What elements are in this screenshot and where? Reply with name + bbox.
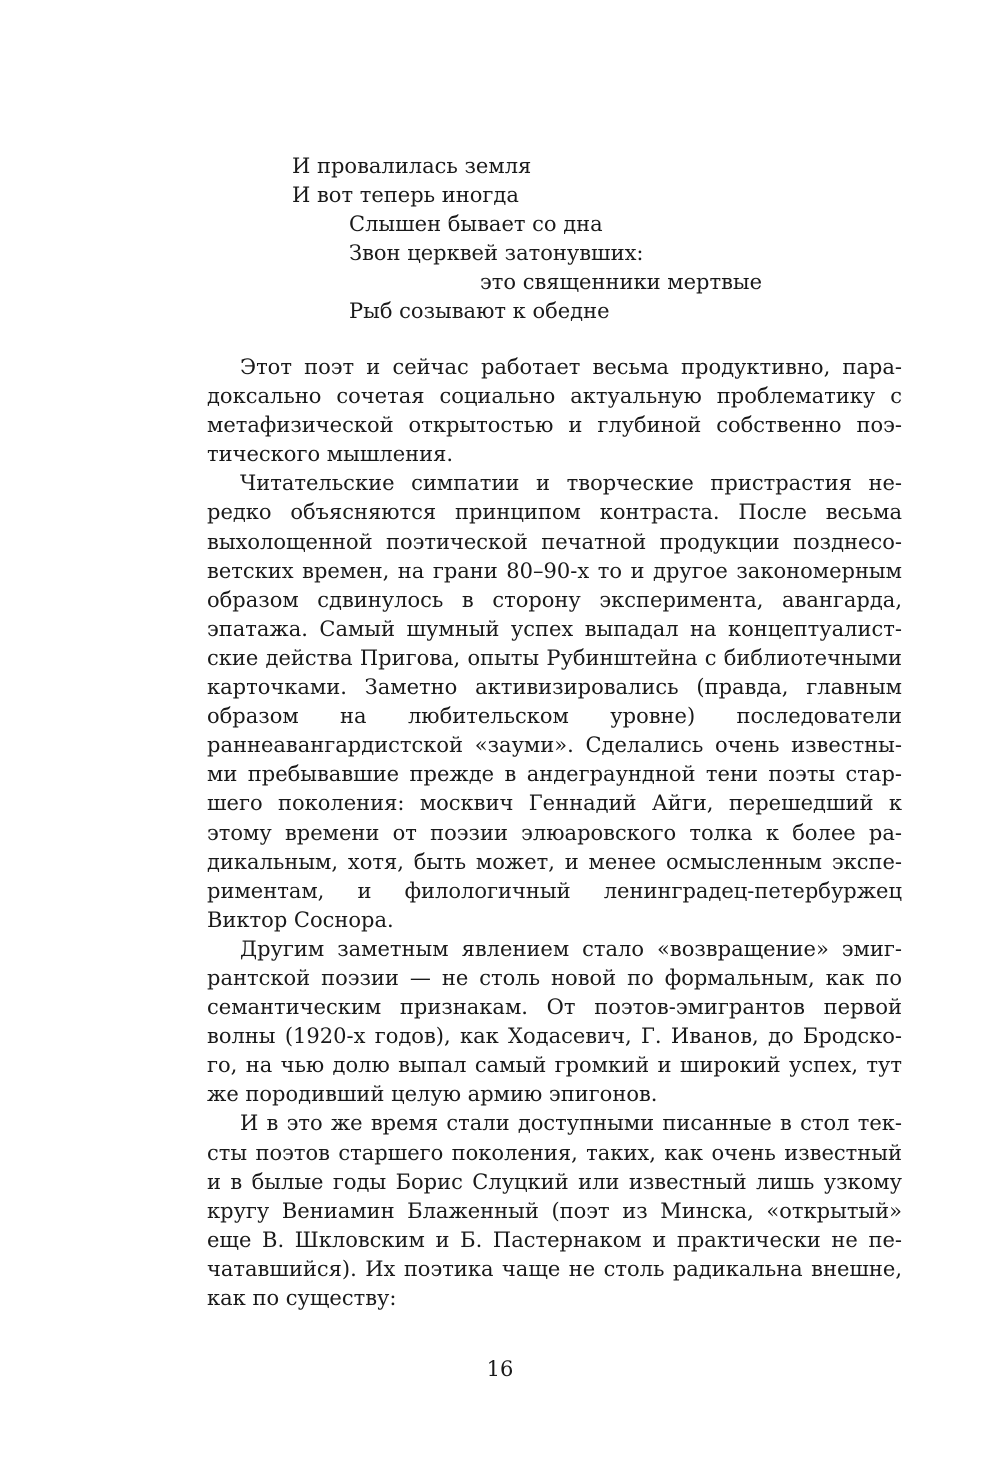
poem-line: И провалилась земля xyxy=(292,154,532,178)
page-number: 16 xyxy=(486,1357,514,1381)
body-text xyxy=(207,353,902,1313)
paragraph: Этот поэт и сейчас работает весьма продуктивно, парадоксально сочетая социально актуальную проблематику с метафизической открытостью и глубиной собственно поэтического мышления. xyxy=(207,355,902,467)
poem-excerpt xyxy=(292,152,762,326)
poem-line: Рыб созывают к обедне xyxy=(349,299,610,323)
paragraph: Читательские симпатии и творческие пристрастия нередко объясняются принципом контраста. После весьма выхолощенной поэтической печатной продукции позднесоветских времен, на грани 80–90-х то и другое закономерным образом сдвинулось в сторону эксперимента, авангарда, эпатажа. Самый шумный успех выпадал на концептуалистские действа Пригова, опыты Рубинштейна с библиотечными карточками. Заметно активизировались (правда, главным образом на любительском уровне) последователи раннеавангардистской «зауми». Сделались очень известными пребывавшие прежде в андеграундной тени поэты старшего поколения: москвич Геннадий Айги, перешедший к этому времени от поэзии элюаровского толка к более радикальным, хотя, быть может, и менее осмысленным экспериментам, и филологичный ленинградец-петербуржец Виктор Соснора. xyxy=(207,471,902,932)
poem-line: И вот теперь иногда xyxy=(292,183,519,207)
poem-line: Звон церквей затонувших: xyxy=(349,241,644,265)
paragraph: Другим заметным явлением стало «возвращение» эмигрантской поэзии — не столь новой по формальным, как по семантическим признакам. От поэтов-эмигрантов первой волны (1920-х годов), как Ходасевич, Г. Иванов, до Бродского, на чью долю выпал самый громкий и широкий успех, тут же породивший целую армию эпигонов. xyxy=(207,936,902,1107)
paragraph: И в это же время стали доступными писанные в стол тексты поэтов старшего поколения, таких, как очень известный и в былые годы Борис Слуцкий или известный лишь узкому кругу Вениамин Блаженный (поэт из Минска, «открытый» еще В. Шкловским и Б. Пастернаком и практически не печатавшийся). Их поэтика чаще не столь радикальна внешне, как по существу: xyxy=(207,1111,902,1310)
poem-line: это священники мертвые xyxy=(480,270,763,294)
poem-line: Слышен бывает со дна xyxy=(349,212,603,236)
